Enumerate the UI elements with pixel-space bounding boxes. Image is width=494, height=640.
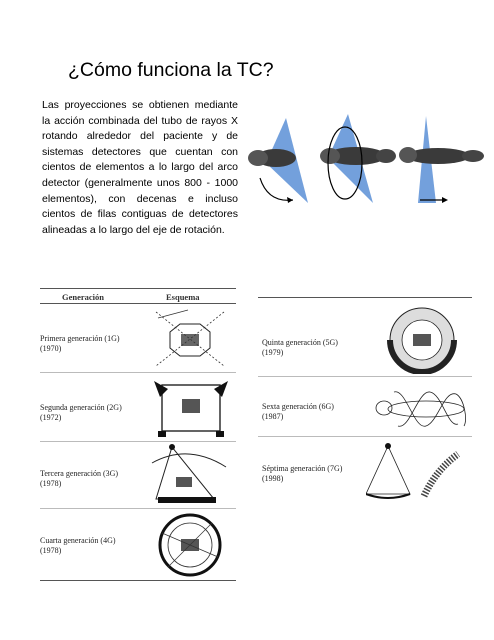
scheme-4g-diagram — [148, 511, 234, 581]
generations-table-right — [258, 292, 472, 502]
body-paragraph: Las proyecciones se obtienen mediante la acción combinada del tubo de rayos X rotando alrededor del paciente y de sistemas detectores que cuentan con cientos de elementos a lo largo del arco detector (generalmente unos 800 - 1000 elementos), con decenas e incluso cientos de filas contiguas de detectores alineadas a lo largo del eje de rotación. — [42, 99, 238, 236]
header-scheme: Esquema — [166, 292, 200, 302]
scheme-5g-diagram — [376, 300, 468, 374]
scheme-6g-diagram — [374, 386, 470, 432]
row-6-year: (1987) — [262, 412, 284, 421]
scheme-7g-diagram — [366, 440, 470, 502]
row-7-year: (1998) — [262, 474, 284, 483]
ct-illustration-2 — [320, 114, 396, 203]
row-2-year: (1972) — [40, 413, 62, 422]
row-1-name: Primera generación (1G) — [40, 334, 120, 343]
ct-rotation-figure — [248, 108, 488, 212]
row-7-name: Séptima generación (7G) — [262, 464, 343, 473]
row-2-name: Segunda generación (2G) — [40, 403, 122, 412]
scheme-3g-diagram — [148, 443, 234, 507]
generations-table-left — [40, 288, 236, 586]
header-generation: Generación — [62, 292, 105, 302]
scheme-1g-diagram — [148, 308, 234, 372]
row-6-name: Sexta generación (6G) — [262, 402, 334, 411]
ct-illustration-3 — [399, 116, 484, 203]
row-4-year: (1978) — [40, 546, 62, 555]
scheme-2g-diagram — [148, 375, 234, 439]
row-5-year: (1979) — [262, 348, 284, 357]
row-3-year: (1978) — [40, 479, 62, 488]
row-4-name: Cuarta generación (4G) — [40, 536, 116, 545]
row-3-name: Tercera generación (3G) — [40, 469, 119, 478]
row-1-year: (1970) — [40, 344, 62, 353]
page-title: ¿Cómo funciona la TC? — [68, 59, 274, 81]
row-5-name: Quinta generación (5G) — [262, 338, 338, 347]
ct-illustration-1 — [248, 118, 308, 203]
